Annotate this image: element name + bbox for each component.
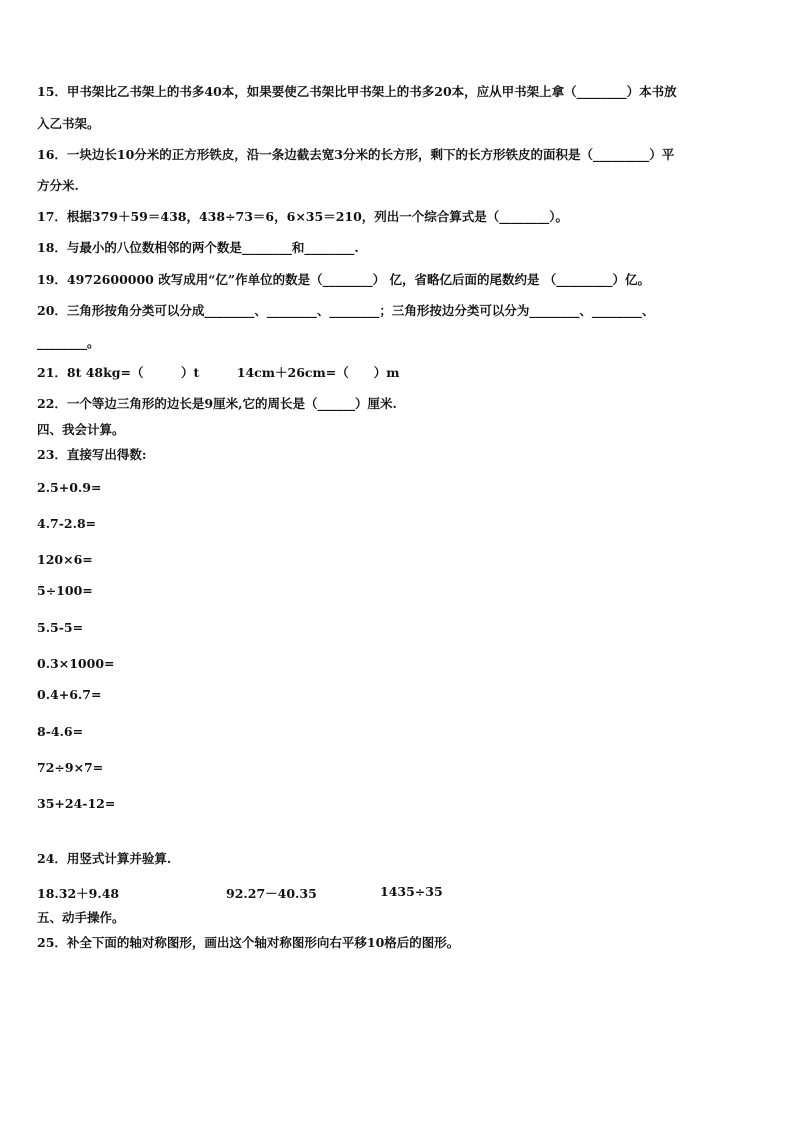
calc-item: 35+24-12= bbox=[37, 796, 116, 811]
question-23-title: 23．直接写出得数: bbox=[37, 447, 147, 462]
question-21: 21．8t 48kg=（ ）t 14cm＋26cm=（ ）m bbox=[37, 365, 400, 380]
question-15-line-1: 15．甲书架比乙书架上的书多40本，如果要使乙书架比甲书架上的书多20本，应从甲书架上拿（________）本书放 bbox=[37, 84, 677, 99]
vertical-calc-item: 92.27－40.35 bbox=[226, 886, 317, 901]
vertical-calc-item: 18.32＋9.48 bbox=[37, 886, 120, 901]
calc-item: 5÷100= bbox=[37, 583, 93, 598]
calc-item: 0.3×1000= bbox=[37, 656, 115, 671]
question-20-line-2: ________。 bbox=[37, 335, 100, 350]
calc-item: 5.5-5= bbox=[37, 620, 84, 635]
question-24-title: 24．用竖式计算并验算. bbox=[37, 851, 172, 866]
question-22: 22．一个等边三角形的边长是9厘米,它的周长是（______）厘米. bbox=[37, 396, 397, 411]
question-16-line-2: 方分米. bbox=[37, 178, 79, 193]
question-16-line-1: 16．一块边长10分米的正方形铁皮，沿一条边截去宽3分米的长方形，剩下的长方形铁皮的面积是（_________）平 bbox=[37, 147, 675, 162]
vertical-calc-item: 1435÷35 bbox=[380, 884, 443, 899]
calc-item: 2.5+0.9= bbox=[37, 480, 102, 495]
calc-item: 0.4+6.7= bbox=[37, 687, 102, 702]
calc-item: 120×6= bbox=[37, 552, 93, 567]
question-18: 18．与最小的八位数相邻的两个数是________和________. bbox=[37, 240, 359, 255]
calc-item: 8-4.6= bbox=[37, 724, 84, 739]
question-25: 25．补全下面的轴对称图形，画出这个轴对称图形向右平移10格后的图形。 bbox=[37, 935, 460, 950]
question-19: 19．4972600000 改写成用“亿”作单位的数是（________） 亿，省略亿后面的尾数约是 （_________）亿。 bbox=[37, 272, 651, 287]
question-20-line-1: 20．三角形按角分类可以分成________、________、________；三角形按边分类可以分为________、________、 bbox=[37, 303, 655, 318]
section-5-heading: 五、动手操作。 bbox=[37, 910, 125, 925]
calc-item: 4.7-2.8= bbox=[37, 516, 97, 531]
section-4-heading: 四、我会计算。 bbox=[37, 422, 125, 437]
question-17: 17．根据379＋59＝438，438÷73＝6，6×35＝210，列出一个综合算式是（________）。 bbox=[37, 209, 569, 224]
question-15-line-2: 入乙书架。 bbox=[37, 116, 100, 131]
calc-item: 72÷9×7= bbox=[37, 760, 104, 775]
